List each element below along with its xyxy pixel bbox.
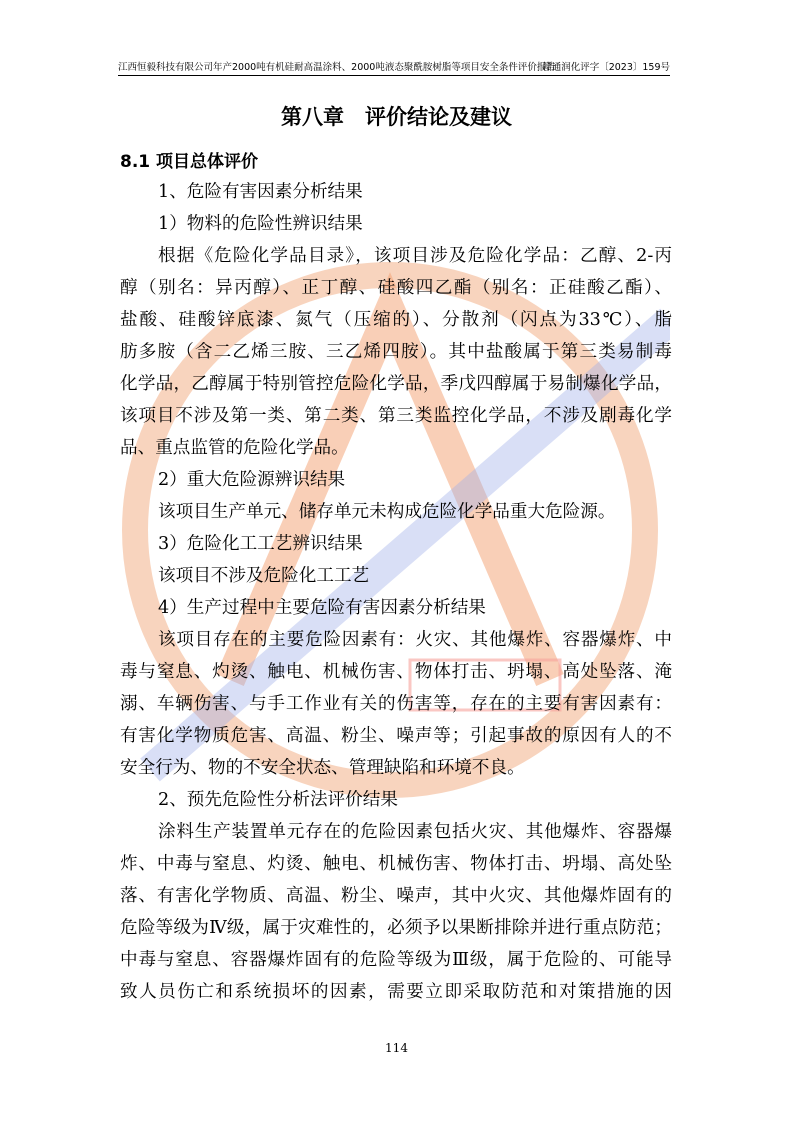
paragraph-line: 溺、车辆伤害、与手工作业有关的伤害等，存在的主要有害因素有： bbox=[120, 694, 672, 714]
subheading: 1）物料的危险性辨识结果 bbox=[158, 214, 363, 234]
paragraph-line: 涂料生产装置单元存在的危险因素包括火灾、其他爆炸、容器爆 bbox=[158, 822, 672, 842]
section-title: 8.1 项目总体评价 bbox=[120, 152, 259, 172]
paragraph-line: 安全行为、物的不安全状态、管理缺陷和环境不良。 bbox=[120, 758, 525, 778]
paragraph-line: 根据《危险化学品目录》，该项目涉及危险化学品：乙醇、2-丙 bbox=[158, 246, 672, 266]
subheading: 2、预先危险性分析法评价结果 bbox=[158, 790, 398, 810]
header-report-number: 赣通润化评字〔2023〕159号 bbox=[542, 62, 670, 73]
paragraph-line: 化学品，乙醇属于特别管控危险化学品，季戊四醇属于易制爆化学品， bbox=[120, 374, 672, 394]
subheading: 3）危险化工工艺辨识结果 bbox=[158, 534, 363, 554]
paragraph-line: 炸、中毒与窒息、灼烫、触电、机械伤害、物体打击、坍塌、高处坠 bbox=[120, 854, 672, 874]
paragraph-line: 该项目生产单元、储存单元未构成危险化学品重大危险源。 bbox=[158, 502, 616, 522]
page-number: 114 bbox=[385, 1041, 408, 1055]
paragraph-line: 落、有害化学物质、高温、粉尘、噪声，其中火灾、其他爆炸固有的 bbox=[120, 886, 672, 906]
paragraph-line: 盐酸、硅酸锌底漆、氮气（压缩的）、分散剂（闪点为33℃）、脂 bbox=[120, 310, 672, 330]
chapter-title: 第八章 评价结论及建议 bbox=[281, 105, 512, 129]
paragraph-line: 品、重点监管的危险化学品。 bbox=[120, 438, 349, 458]
page-header bbox=[118, 59, 670, 73]
header-report-title: 江西恒毅科技有限公司年产2000吨有机硅耐高温涂料、2000吨液态聚酰胺树脂等项目安全条件评价报告 bbox=[118, 62, 556, 73]
subheading: 4）生产过程中主要危险有害因素分析结果 bbox=[158, 598, 486, 618]
paragraph-line: 有害化学物质危害、高温、粉尘、噪声等；引起事故的原因有人的不 bbox=[120, 726, 672, 746]
paragraph-line: 该项目存在的主要危险因素有：火灾、其他爆炸、容器爆炸、中 bbox=[158, 630, 672, 650]
paragraph-line: 该项目不涉及第一类、第二类、第三类监控化学品，不涉及剧毒化学 bbox=[120, 406, 672, 426]
paragraph-line: 该项目不涉及危险化工工艺 bbox=[158, 566, 370, 586]
paragraph-line: 毒与窒息、灼烫、触电、机械伤害、物体打击、坍塌、高处坠落、淹 bbox=[120, 662, 672, 682]
paragraph-line: 肪多胺（含二乙烯三胺、三乙烯四胺）。其中盐酸属于第三类易制毒 bbox=[120, 342, 672, 362]
paragraph-line: 危险等级为Ⅳ级，属于灾难性的，必须予以果断排除并进行重点防范； bbox=[120, 918, 672, 938]
paragraph-line: 致人员伤亡和系统损坏的因素，需要立即采取防范和对策措施的因 bbox=[120, 982, 672, 1002]
paragraph-line: 中毒与窒息、容器爆炸固有的危险等级为Ⅲ级，属于危险的、可能导 bbox=[120, 950, 672, 970]
paragraph-line: 醇（别名：异丙醇）、正丁醇、硅酸四乙酯（别名：正硅酸乙酯）、 bbox=[120, 278, 672, 298]
subheading: 2）重大危险源辨识结果 bbox=[158, 470, 346, 490]
watermark-triangle bbox=[230, 310, 550, 680]
subheading: 1、危险有害因素分析结果 bbox=[158, 182, 363, 202]
header-divider bbox=[118, 75, 670, 76]
